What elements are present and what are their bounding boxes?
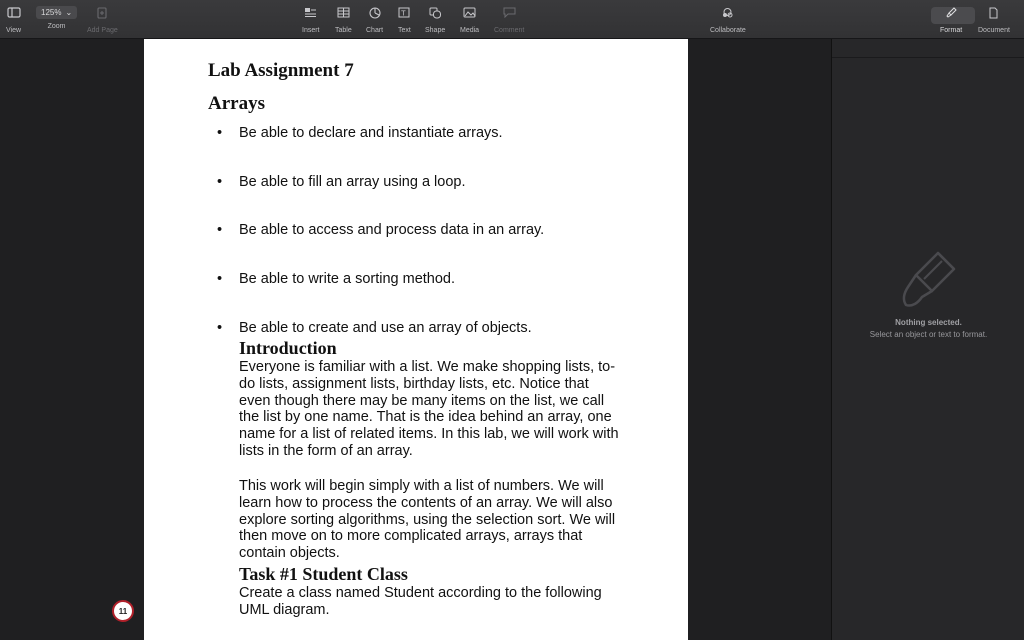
insert-button[interactable] <box>302 4 320 35</box>
media-icon <box>463 7 476 18</box>
doc-subtitle: Arrays <box>208 93 265 114</box>
shape-label: Shape <box>425 27 446 34</box>
document-button[interactable] <box>978 4 1010 35</box>
comment-icon <box>503 7 516 18</box>
intro-paragraph-1: Everyone is familiar with a list. We make shopping lists, to-do lists, assignment lists, birthday lists, etc. Notice that even though there may be many items on the list, we call the list by one name. That is the idea behind an array, one name for a list of related items. In this lab, we will work with lists in the form of an array. <box>239 359 619 459</box>
format-sidebar <box>831 39 1024 640</box>
zoom-label: Zoom <box>47 23 66 30</box>
toolbar <box>0 0 1024 39</box>
table-button[interactable] <box>335 4 352 35</box>
bullet-text: Be able to write a sorting method. <box>239 271 456 287</box>
task-paragraph: Create a class named Student according to the following UML diagram. <box>239 585 602 618</box>
bullet-text: Be able to declare and instantiate arrays. <box>239 125 503 141</box>
document-page[interactable]: Lab Assignment 7 Arrays • Be able to declare and instantiate arrays. • Be able to fill an array using a loop. • Be able to access and process data in an array. • Be able to write a sorting method. • Be able to create and use an array of objects. Introduction Everyone is familiar with a list. We make shopping lists, to-do lists, assignment lists, birthday lists, etc. Notice that even though there may be many items on the list, we call the list by one name. That is the idea behind an array, one name for a list of related items. In this lab, we will work with lists in the form of an array. This work will begin simply with a list of numbers. We will learn how to process the contents of an array. We will also explore sorting algorithms, using the selection sort. We will then move on to more complicated arrays, arrays that contain objects. Task #1 Student Class Create a class named Student according to the following UML diagram. <box>144 39 688 640</box>
format-label: Format <box>940 27 963 34</box>
sidebar-icon <box>7 7 21 18</box>
chart-icon <box>369 7 381 19</box>
collaborate-label: Collaborate <box>710 27 746 34</box>
add-page-label: Add Page <box>87 27 118 34</box>
view-button[interactable] <box>6 4 21 35</box>
sidebar-divider <box>832 57 1024 58</box>
comment-button[interactable] <box>494 4 524 35</box>
table-icon <box>337 7 350 18</box>
zoom-control[interactable] <box>36 4 77 31</box>
format-button[interactable] <box>940 4 962 35</box>
paintbrush-icon <box>945 7 957 19</box>
bullet-text: Be able to fill an array using a loop. <box>239 174 466 190</box>
select-hint-label: Select an object or text to format. <box>869 330 988 339</box>
collaborate-icon <box>721 7 734 19</box>
bullet-text: Be able to access and process data in an array. <box>239 222 545 238</box>
media-button[interactable] <box>460 4 479 35</box>
add-page-button[interactable] <box>87 4 118 35</box>
doc-title: Lab Assignment 7 <box>208 60 354 81</box>
add-page-icon <box>96 7 108 19</box>
shape-button[interactable] <box>425 4 445 35</box>
zoom-value: 125% <box>41 8 62 17</box>
text-button[interactable] <box>398 4 411 35</box>
chart-button[interactable] <box>366 4 383 35</box>
intro-heading: Introduction <box>239 338 337 358</box>
comment-label: Comment <box>494 27 525 34</box>
table-label: Table <box>335 27 352 34</box>
shape-icon <box>429 7 442 19</box>
document-label: Document <box>978 27 1010 34</box>
collaborate-button[interactable] <box>710 4 746 35</box>
insert-icon <box>304 7 317 18</box>
bullet-text: Be able to create and use an array of objects. <box>239 320 532 336</box>
nothing-selected-label: Nothing selected. <box>895 318 962 327</box>
text-label: Text <box>398 27 411 34</box>
document-icon <box>988 7 999 19</box>
paintbrush-icon <box>898 247 960 311</box>
chart-label: Chart <box>366 27 384 34</box>
view-label: View <box>6 27 22 34</box>
svg-text:T: T <box>401 9 406 18</box>
zoom-dropdown[interactable] <box>36 6 77 19</box>
chevron-down-icon: ⌄ <box>65 8 73 17</box>
intro-paragraph-2: This work will begin simply with a list of numbers. We will learn how to process the contents of an array. We will also explore sorting algorithms, using the selection sort. We will then move on to more complicated arrays, arrays that contain objects. <box>239 478 616 562</box>
page-count-badge[interactable]: 11 <box>112 600 134 622</box>
insert-label: Insert <box>302 27 320 34</box>
media-label: Media <box>460 27 480 34</box>
task-heading: Task #1 Student Class <box>239 564 408 584</box>
text-box-icon <box>398 7 410 18</box>
